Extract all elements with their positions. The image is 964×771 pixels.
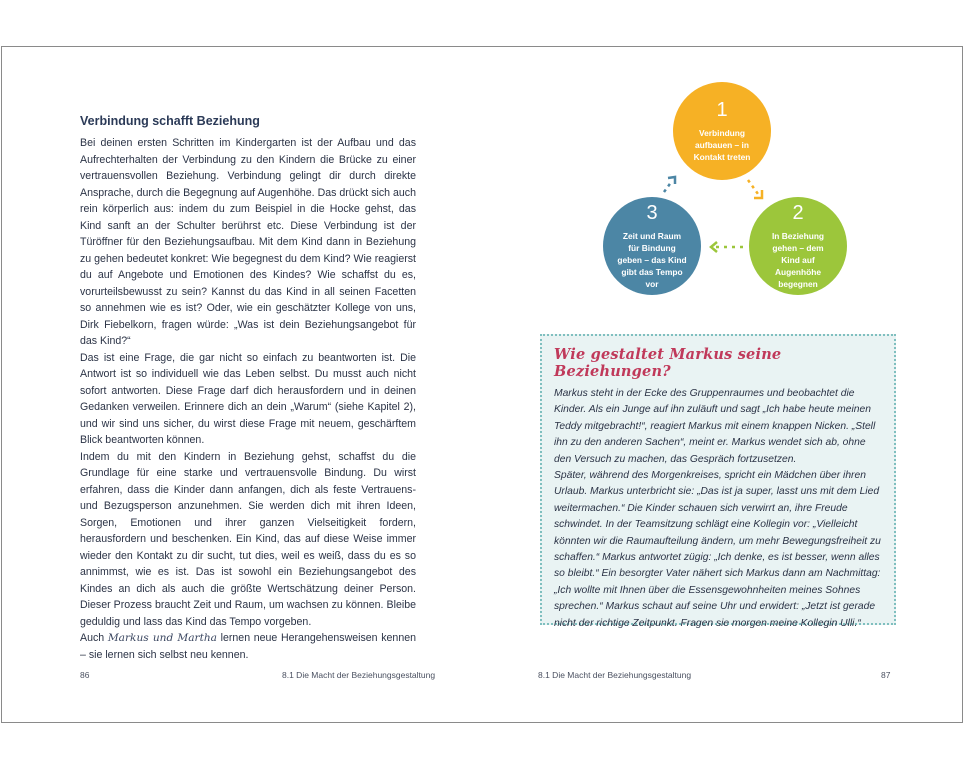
step-caption: Verbindung aufbauen – in Kontakt treten: [693, 128, 751, 162]
body-text: [80, 135, 416, 663]
step-caption: Zeit und Raum für Bindung geben – das Kind gibt das Tempo vor: [617, 231, 687, 289]
text-segment: lernen neue Herangehensweisen kennen – sie lernen sich selbst neu kennen.: [80, 632, 416, 661]
case-paragraph: Später, während des Morgenkreises, spricht ein Mädchen über ihren Urlaub. Markus unterbricht sie: „Das ist ja super, lasst uns mit dem Lied weitermachen.“ Die Kinder schauen sich verwirrt an, ihre Freude schwindet. In der Teamsitzung schlägt eine Kollegin vor: „Vielleicht könnten wir die Raumaufteilung ändern, um mehr Bewegungsfreiheit zu schaffen.“ Markus antwortet zügig: „Ich denke, es ist besser, wenn alles so bleibt.“ Ein besorgter Vater nähert sich Markus dann am Nachmittag: „Ich wollte mit Ihnen über die Essensgewohnheiten meines Sohnes sprechen.“ Markus schaut auf seine Uhr und erwidert: „Jetzt ist gerade nicht der richtige Zeitpunkt. Fragen sie morgen meine Kollegin Ulli.“: [554, 470, 881, 629]
case-study-box: [540, 334, 896, 629]
paragraph: Bei deinen ersten Schritten im Kindergarten ist der Aufbau und das Aufrechterhalten der Verbindung zu den Kindern die Brücke zu einer vertrauensvollen Beziehung. Verbindung gelingt dir durch direkte Ansprache, durch die Begegnung auf Augenhöhe. Das drückt sich auch rein körperlich aus: indem du zum Beispiel in die Hocke gehst, das Kind sanft an der Schulter berührst etc. Diese Verbindung ist der Türöffner für den Beziehungsaufbau. Mit dem Kind dann in Beziehung zu gehen bedeutet konkret: Wie begegnest du dem Kind? Wie reagierst du auf Angebote und Emotionen des Kindes? Wie schaffst du es, vorurteilsbewusst zu sein? Kannst du das Kind in all seinen Facetten so annehmen wie es ist? Oder, wie ein geschätzter Kollege von uns, Dirk Fiebelkorn, fragen würde: „Was ist dein Beziehungsangebot für das Kind?“: [80, 137, 416, 347]
case-study-title: Wie gestaltet Markus seine Beziehungen?: [554, 346, 782, 380]
character-names: Markus und Martha: [107, 632, 217, 644]
running-footer: 8.1 Die Macht der Beziehungsgestaltung: [282, 670, 436, 680]
page-number: 87: [881, 670, 891, 680]
page-number: 86: [80, 670, 90, 680]
arrowhead-icon: [668, 177, 675, 184]
step-caption: In Beziehung gehen – dem Kind auf Augenhöhe begegnen: [771, 231, 825, 289]
left-page: [2, 47, 483, 722]
section-heading: Verbindung schafft Beziehung: [80, 114, 260, 128]
relationship-cycle-diagram: [578, 82, 858, 312]
book-spread: [1, 46, 963, 723]
case-paragraph: Markus steht in der Ecke des Gruppenraumes und beobachtet die Kinder. Als ein Junge auf ihn zuläuft und sagt „Ich habe heute meinen Teddy mitgebracht!“, reagiert Markus mit einem knappen Nicken. „Stell ihn zu den anderen Sachen“, meint er. Markus wendet sich ab, ohne den Versuch zu machen, das Gespräch fortzusetzen.: [554, 388, 876, 465]
step-number: 2: [792, 202, 804, 224]
text-segment: Auch: [80, 632, 108, 644]
paragraph: Das ist eine Frage, die gar nicht so einfach zu beantworten ist. Die Antwort ist so individuell wie das Leben selbst. Du musst auch nicht sofort antworten. Diese Frage darf dich herausfordern und in deinen Gedanken verweilen. Erinnere dich an dein „Warum“ (siehe Kapitel 2), und wir sind uns sicher, du wirst diese Frage mit neuem, geschärftem Blick beantworten können.: [80, 351, 416, 446]
step-number: 1: [716, 99, 728, 121]
right-page: [483, 47, 963, 722]
arrow-3-to-1-icon: [664, 181, 672, 192]
case-study-text: [554, 386, 884, 632]
arrow-1-to-2-icon: [748, 180, 758, 194]
paragraph-closing: [80, 630, 416, 663]
arrowhead-icon: [754, 190, 762, 198]
step-circle-3: [603, 197, 701, 295]
step-circle-1: [673, 82, 771, 180]
step-circle-2: [749, 197, 847, 295]
running-footer: 8.1 Die Macht der Beziehungsgestaltung: [538, 670, 692, 680]
step-number: 3: [646, 202, 658, 224]
paragraph: Indem du mit den Kindern in Beziehung gehst, schaffst du die Grundlage für eine starke und vertrauensvolle Bindung. Du wirst erfahren, dass die Kinder dann anfangen, dich als feste Vertrauens- und Bezugsperson anzunehmen. Sie werden dich mit ihren Ideen, Sorgen, Emotionen und ihrer ganzen Vielseitigkeit fordern, herausfordern und beschenken. Ein Kind, das auf diese Weise immer wieder den Kontakt zu dir sucht, tut dies, weil es weiß, dass du es so annimmst, wie es ist. Das ist sowohl ein Beziehungsangebot des Kindes an dich als auch die größte Wertschätzung deiner Person. Dieser Prozess braucht Zeit und Raum, um wachsen zu können. Bleibe geduldig und lass das Kind das Tempo vorgeben.: [80, 450, 416, 628]
